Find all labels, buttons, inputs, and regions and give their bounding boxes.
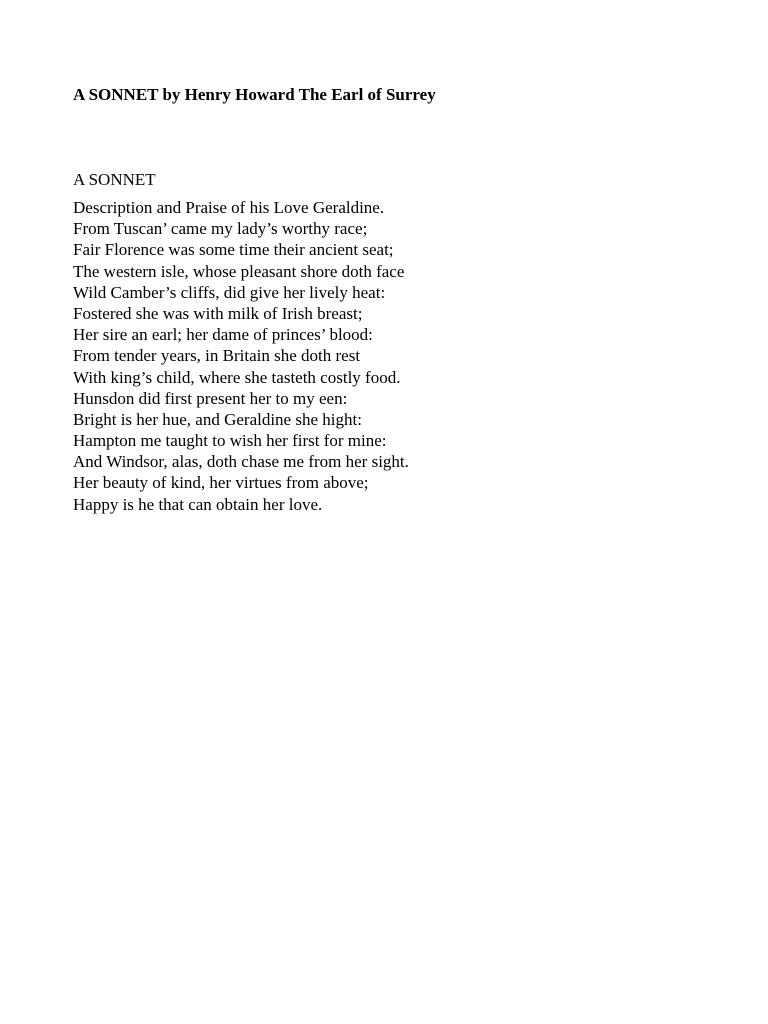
poem-line: Hampton me taught to wish her first for mine: [73,431,387,451]
poem-line: Happy is he that can obtain her love. [73,494,323,514]
poem-line: Her sire an earl; her dame of princes’ blood: [73,325,373,345]
poem-heading: A SONNET [73,170,156,189]
poem-line: Fair Florence was some time their ancient seat; [73,240,394,260]
poem-line: Wild Camber’s cliffs, did give her lively heat: [73,282,386,302]
poem-line: Description and Praise of his Love Geraldine. [73,198,385,217]
poem-body [73,197,409,515]
poem-line: Bright is her hue, and Geraldine she hight: [73,409,362,429]
poem-line: With king’s child, where she tasteth costly food. [73,367,401,387]
poem-line: Fostered she was with milk of Irish breast; [73,303,363,323]
poem-line: The western isle, whose pleasant shore doth face [73,261,405,281]
poem-line: Her beauty of kind, her virtues from above; [73,473,369,493]
poem-line: From Tuscan’ came my lady’s worthy race; [73,219,368,239]
poem-line: And Windsor, alas, doth chase me from her sight. [73,452,409,472]
document-title: A SONNET by Henry Howard The Earl of Surrey [73,85,436,104]
poem-line: Hunsdon did first present her to my een: [73,388,348,408]
poem-line: From tender years, in Britain she doth rest [73,346,361,366]
